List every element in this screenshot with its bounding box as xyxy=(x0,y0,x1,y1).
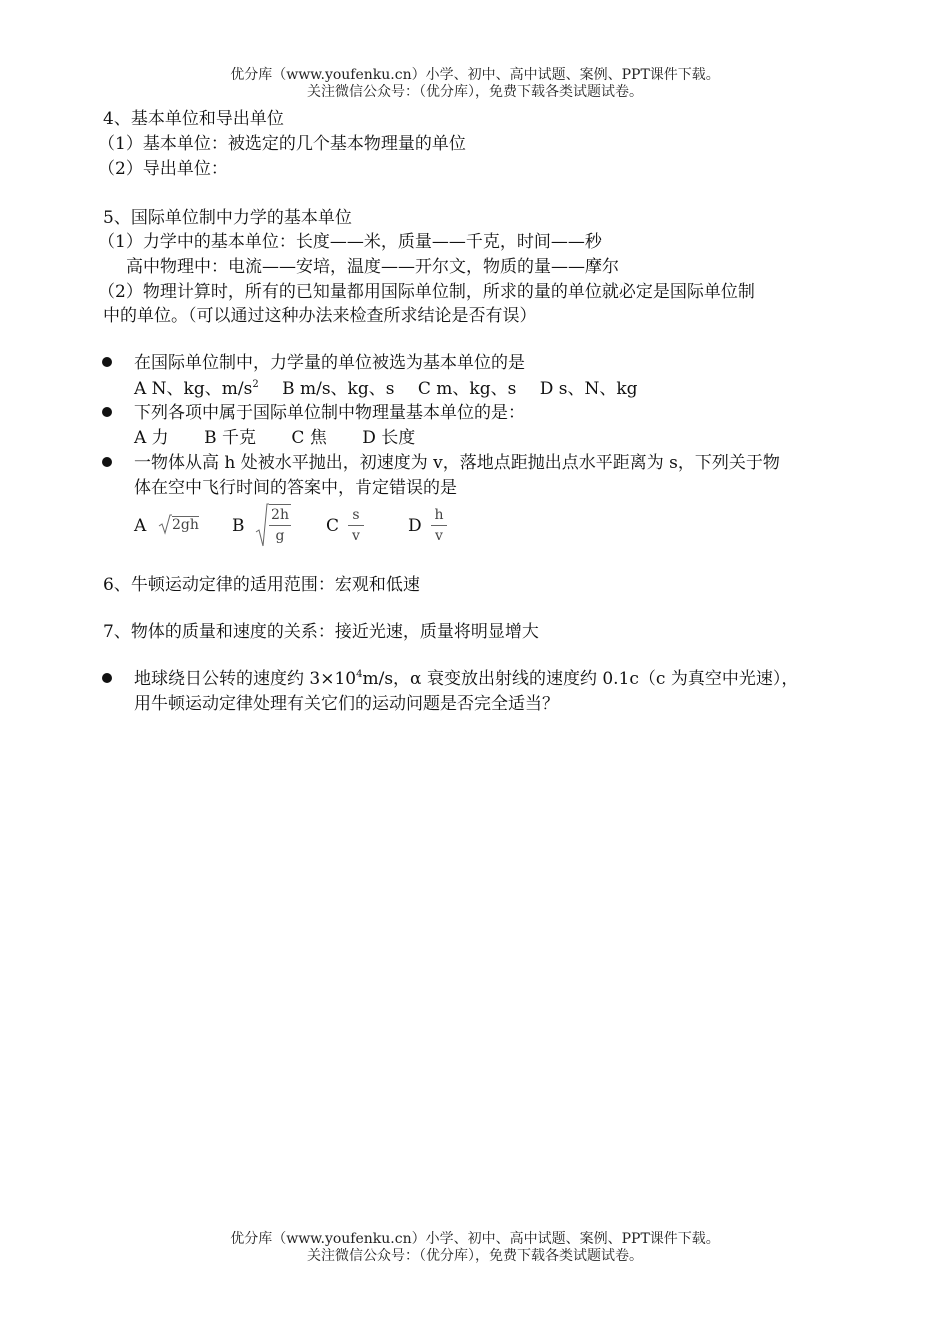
q3-stem-line-2: 体在空中飞行时间的答案中，肯定错误的是 xyxy=(134,478,457,498)
header-line-2: 关注微信公众号：（优分库），免费下载各类试题试卷。 xyxy=(307,84,643,100)
bullet-icon xyxy=(102,457,112,467)
section-5-item-1b: 高中物理中：电流——安培，温度——开尔文，物质的量——摩尔 xyxy=(126,257,619,277)
section-7-title: 7、物体的质量和速度的关系：接近光速，质量将明显增大 xyxy=(103,622,539,642)
section-6-title: 6、牛顿运动定律的适用范围：宏观和低速 xyxy=(103,575,420,595)
q1-option-b: B m/s、kg、s xyxy=(282,379,395,399)
q2-option-b: B 千克 xyxy=(204,428,256,448)
section-5-item-2a: （2）物理计算时，所有的已知量都用国际单位制，所求的量的单位就必定是国际单位制 xyxy=(98,282,755,302)
q2-option-d: D 长度 xyxy=(362,428,416,448)
q4-stem-line-1: 地球绕日公转的速度约 $3\times 10^4m/s$，α 衰变放出射线的速度约 0.1c（c 为真空中光速）， xyxy=(134,669,799,689)
section-4-title: 4、基本单位和导出单位 xyxy=(103,109,284,129)
q2-option-a: A 力 xyxy=(134,428,169,448)
q3-option-d-label: D xyxy=(408,516,422,536)
section-5-title: 5、国际单位制中力学的基本单位 xyxy=(103,208,352,228)
q3-option-a-formula: 2gh xyxy=(158,513,208,537)
q2-stem: 下列各项中属于国际单位制中物理量基本单位的是： xyxy=(134,403,525,423)
q3-option-b-formula: 2h g xyxy=(255,502,295,548)
q1-stem: 在国际单位制中，力学量的单位被选为基本单位的是 xyxy=(134,353,525,373)
section-5-item-1: （1）力学中的基本单位：长度——米，质量——千克，时间——秒 xyxy=(98,232,602,252)
footer-line-2: 关注微信公众号：（优分库），免费下载各类试题试卷。 xyxy=(307,1248,643,1264)
page-header xyxy=(0,67,950,101)
bullet-icon xyxy=(102,407,112,417)
sqrt-icon xyxy=(255,502,269,548)
header-line-1: 优分库（www.youfenku.cn）小学、初中、高中试题、案例、PPT课件下载。 xyxy=(230,67,720,83)
bullet-icon xyxy=(102,357,112,367)
sqrt-icon xyxy=(158,513,172,535)
q2-options xyxy=(134,426,415,450)
q3-option-c-label: C xyxy=(326,516,340,536)
q2-option-c: C 焦 xyxy=(291,428,327,448)
section-5-item-2b: 中的单位。（可以通过这种办法来检查所求结论是否有误） xyxy=(103,306,537,326)
q4-stem-line-2: 用牛顿运动定律处理有关它们的运动问题是否完全适当？ xyxy=(134,694,559,714)
page-footer xyxy=(0,1231,950,1265)
q3-option-d-formula: h v xyxy=(431,507,447,544)
q1-option-c: C m、kg、s xyxy=(417,379,517,399)
section-4-item-2: （2）导出单位： xyxy=(98,159,228,179)
footer-line-1: 优分库（www.youfenku.cn）小学、初中、高中试题、案例、PPT课件下载。 xyxy=(230,1231,720,1247)
q3-option-b-label: B xyxy=(232,516,245,536)
q3-option-c-formula: s v xyxy=(348,507,364,544)
q1-option-d: D s、N、kg xyxy=(539,379,638,399)
q1-options xyxy=(134,377,638,401)
q1-option-a: A N、kg、$m/s^2$ xyxy=(134,379,259,399)
q3-stem-line-1: 一物体从高 h 处被水平抛出，初速度为 v，落地点距抛出点水平距离为 s，下列关于物 xyxy=(134,453,780,473)
q3-option-a-label: A xyxy=(134,516,147,536)
section-4-item-1: （1）基本单位：被选定的几个基本物理量的单位 xyxy=(98,134,466,154)
bullet-icon xyxy=(102,673,112,683)
